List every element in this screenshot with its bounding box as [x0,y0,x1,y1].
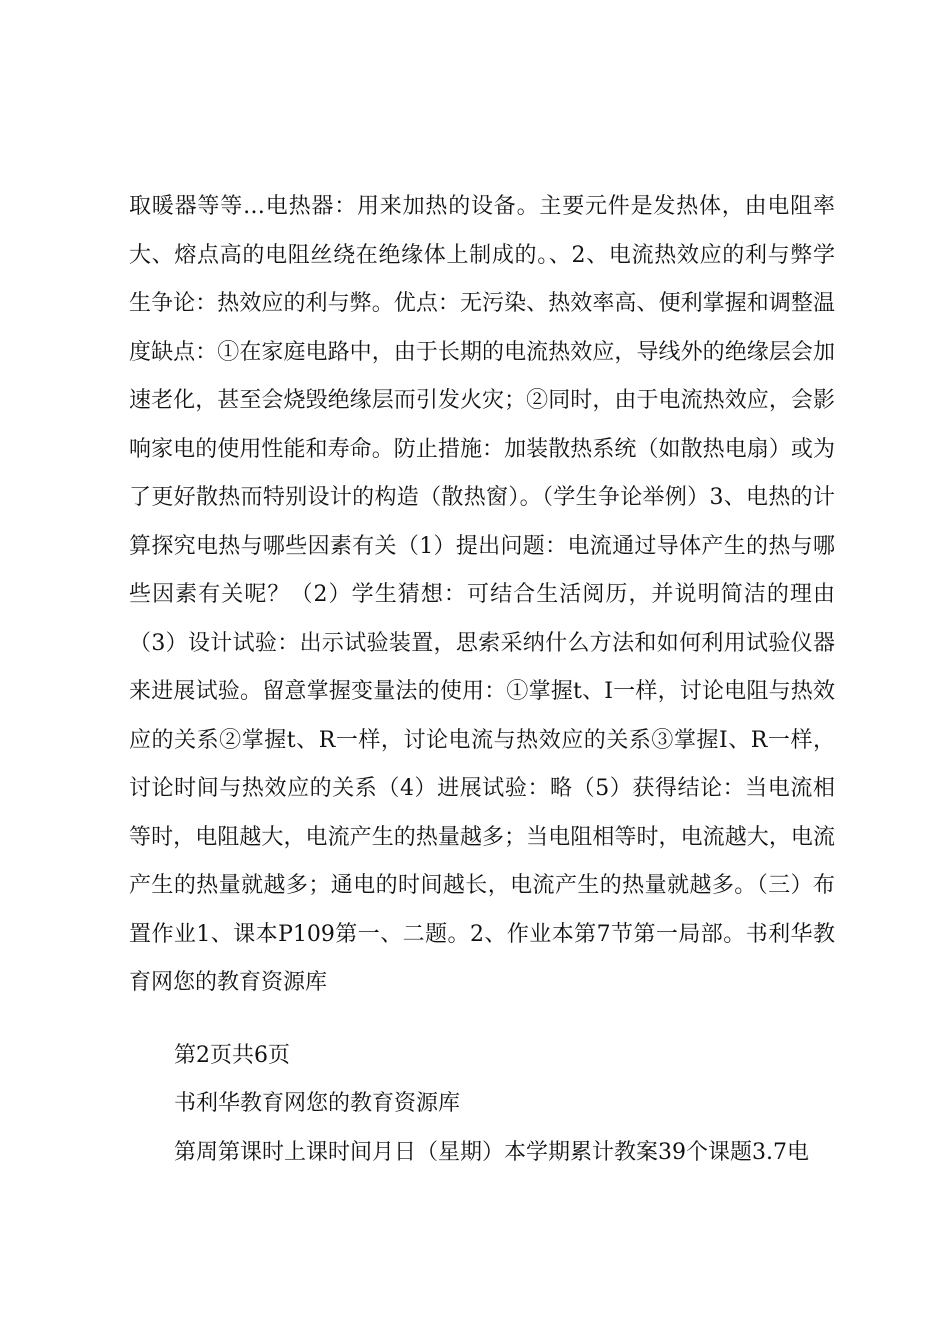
body-paragraph: 取暖器等等…电热器：用来加热的设备。主要元件是发热体，由电阻率大、熔点高的电阻丝绕在绝缘体上制成的。、2、电流热效应的利与弊学生争论：热效应的利与弊。优点：无污染、热效率高、便利掌握和调整温度缺点：①在家庭电路中，由于长期的电流热效应，导线外的绝缘层会加速老化，甚至会烧毁绝缘层而引发火灾；②同时，由于电流热效应，会影响家电的使用性能和寿命。防止措施：加装散热系统（如散热电扇）或为了更好散热而特别设计的构造（散热窗）。（学生争论举例）3、电热的计算探究电热与哪些因素有关（1）提出问题：电流通过导体产生的热与哪些因素有关呢？（2）学生猜想：可结合生活阅历，并说明简洁的理由（3）设计试验：出示试验装置，思索采纳什么方法和如何利用试验仪器来进展试验。留意掌握变量法的使用：①掌握t、I一样，讨论电阻与热效应的关系②掌握t、R一样，讨论电流与热效应的关系③掌握I、R一样，讨论时间与热效应的关系（4）进展试验：略（5）获得结论：当电流相等时，电阻越大，电流产生的热量越多；当电阻相等时，电流越大，电流产生的热量就越多；通电的时间越长，电流产生的热量就越多。（三）布置作业1、课本P109第一、二题。2、作业本第7节第一局部。书利华教育网您的教育资源库 [129,194,835,995]
body-text [129,183,835,1008]
next-lesson-header: 第周第课时上课时间月日（星期）本学期累计教案39个课题3.7电 [174,1140,809,1165]
page-indicator: 第2页共6页 [174,1043,290,1068]
site-footer: 书利华教育网您的教育资源库 [174,1091,461,1116]
